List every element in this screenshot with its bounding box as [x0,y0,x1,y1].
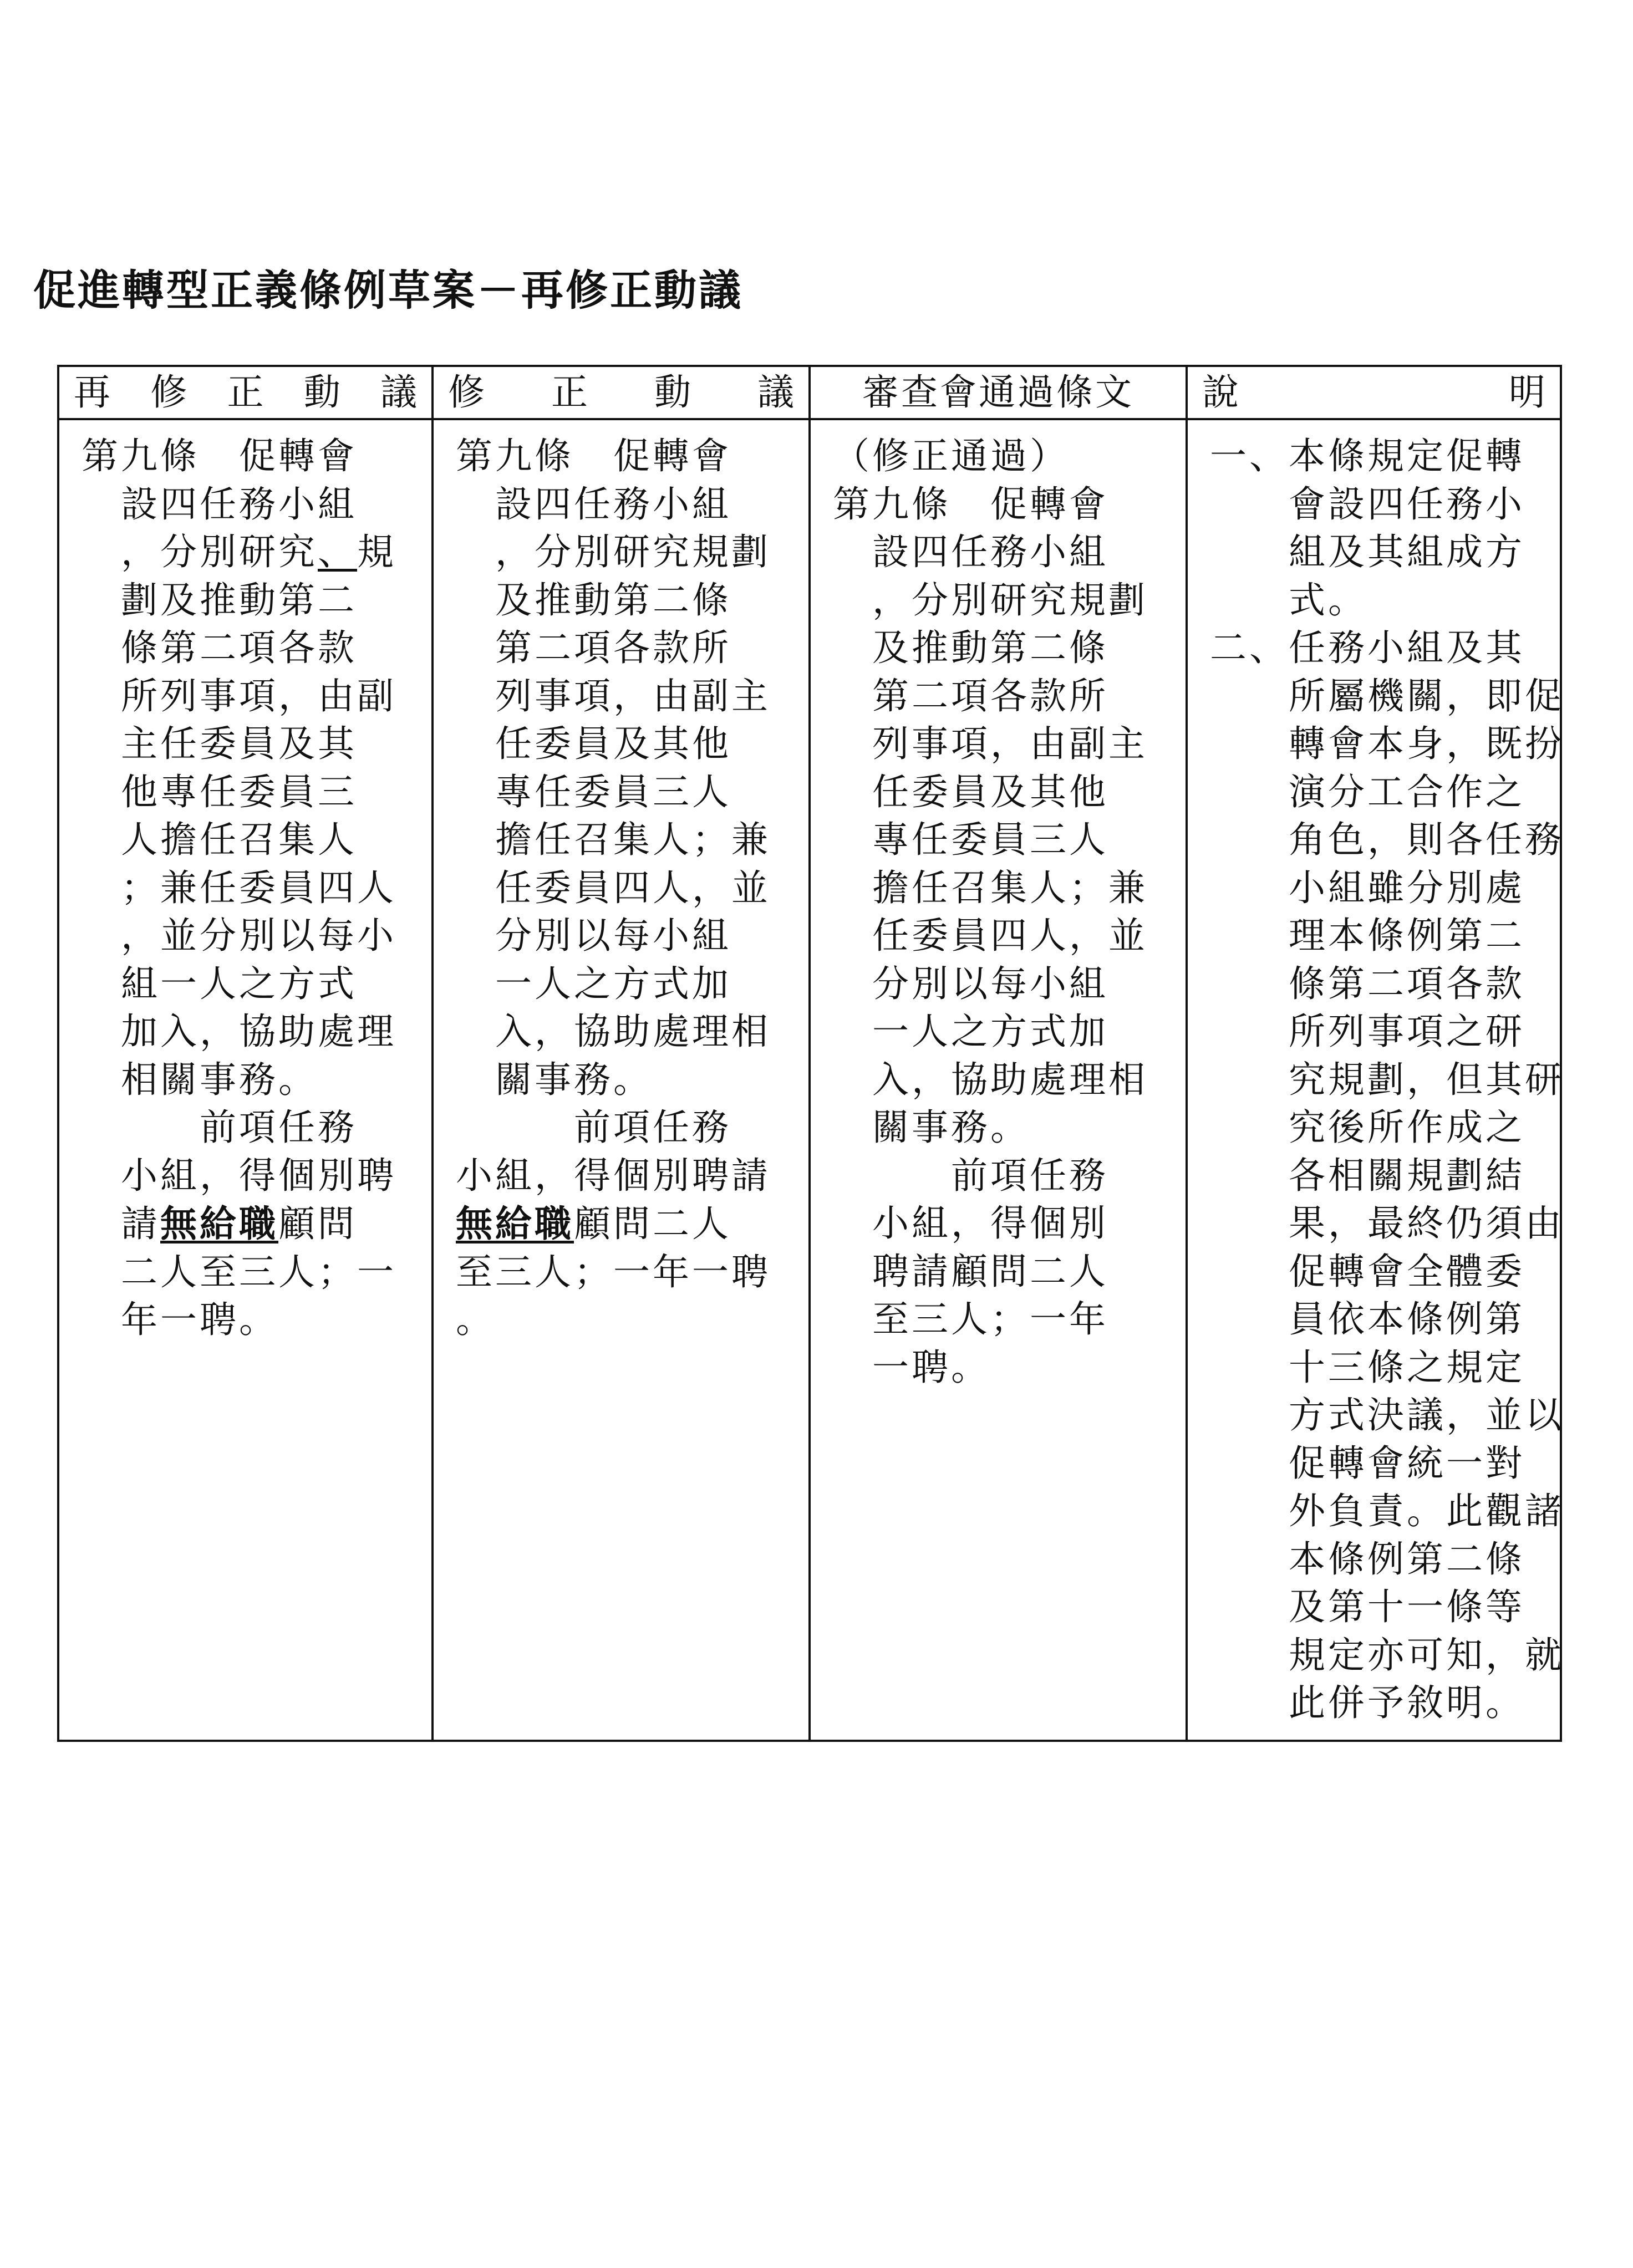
text-line: 任委員及其他 [833,770,1108,813]
text-line: 演分工合作之 [1210,770,1525,813]
cell-revised-motion [58,419,433,1741]
text-line: 前項任務 [456,1106,731,1149]
text-fragment: 顧問 [278,1202,357,1245]
header-char: 議 [757,371,794,414]
text-line: 至三人；一年 [833,1298,1108,1341]
text-line: 人擔任召集人 [82,818,357,861]
text-line [82,528,415,577]
text-line: （修正通過） [833,435,1069,477]
comparison-table [57,365,1562,1742]
cell-committee-text [810,419,1187,1741]
text-line: 一人之方式加 [456,962,731,1005]
text-line: 外負責。此觀諸 [1210,1490,1564,1532]
text-line: 及推動第二條 [833,626,1108,669]
text-line: 前項任務 [82,1106,357,1149]
text-line: 第九條 促轉會 [833,482,1108,526]
text-line: 及推動第二條 [456,578,731,621]
text-line: 設四任務小組 [833,531,1108,573]
text-line: 角色，則各任務 [1210,818,1564,861]
text-line: 本條例第二條 [1210,1537,1525,1581]
header-committee-text [810,366,1187,419]
text-line: 分別以每小組 [456,914,731,957]
header-char: 明 [1509,371,1545,414]
table-body-row [58,419,1561,1741]
text-line: 促轉會全體委 [1210,1250,1525,1293]
header-char: 正 [227,371,264,414]
text-line: 二、任務小組及其 [1210,626,1525,669]
text-line: 入，協助處理相 [833,1058,1148,1101]
emphasized-term: 無給職 [456,1202,574,1245]
text-fragment: ，分別研究 [82,531,318,573]
text-line: 擔任召集人；兼 [833,866,1148,909]
text-line: 式。 [1210,578,1367,621]
header-explanation-label [1202,371,1545,414]
text-line: 劃及推動第二 [82,578,357,621]
text-line: 第二項各款所 [833,674,1108,717]
text-line: 。 [456,1298,495,1341]
text-line: ，分別研究規劃 [833,578,1148,621]
text-line: 一聘。 [833,1345,990,1389]
header-committee-text-label: 審查會通過條文 [862,371,1134,414]
text-line: 促轉會統一對 [1210,1441,1525,1485]
header-char: 修 [448,371,485,414]
text-line: 年一聘。 [82,1298,278,1341]
text-line: 此併予敘明。 [1210,1681,1525,1724]
text-line: 小組，得個別聘請 [456,1154,771,1197]
header-char: 說 [1202,371,1239,414]
text-line: 設四任務小組 [82,482,357,526]
text-line: 果，最終仍須由 [1210,1202,1564,1245]
text-line: 關事務。 [456,1058,653,1101]
cell-explanation [1187,419,1564,1741]
text-line: 會設四任務小 [1210,482,1525,526]
text-line: 小組雖分別處 [1210,866,1525,909]
text-line: 分別以每小組 [833,962,1108,1005]
text-line: 他專任委員三 [82,770,357,813]
text-line: 所列事項之研 [1210,1010,1525,1053]
text-line: 所列事項，由副 [82,674,396,717]
text-line: 第九條 促轉會 [456,435,731,477]
text-line: 二人至三人；一 [82,1250,396,1293]
text-line: 究後所作成之 [1210,1106,1525,1149]
text-line: 組及其組成方 [1210,531,1525,573]
text-line: 各相關規劃結 [1210,1154,1525,1197]
text-line: 設四任務小組 [456,482,731,526]
text-line [82,1200,415,1248]
emphasized-term: 無給職 [160,1202,278,1245]
header-revised-motion [58,366,433,419]
text-line [456,1200,792,1248]
text-line: 第二項各款所 [456,626,731,669]
header-amendment-motion-label [448,371,794,414]
text-line: 至三人；一年一聘 [456,1250,771,1293]
text-line: 員依本條例第 [1210,1298,1525,1341]
text-line: 組一人之方式 [82,962,357,1005]
text-line: 條第二項各款 [82,626,357,669]
header-char: 修 [150,371,187,414]
text-line: 方式決議，並以 [1210,1394,1564,1436]
header-char: 動 [654,371,691,414]
text-line: 擔任召集人；兼 [456,818,771,861]
text-line: 規定亦可知，就 [1210,1633,1564,1676]
text-fragment: 請 [82,1202,160,1245]
header-revised-motion-label [74,371,417,414]
header-char: 再 [74,371,110,414]
text-line: 條第二項各款 [1210,962,1525,1005]
text-line: 第九條 促轉會 [82,435,357,477]
text-line: 聘請顧問二人 [833,1250,1108,1293]
text-line: 所屬機關，即促 [1210,674,1564,717]
text-line: ；兼任委員四人 [82,866,396,909]
text-line: 一人之方式加 [833,1010,1108,1053]
text-line: 列事項，由副主 [456,674,771,717]
text-line: 任委員及其他 [456,722,731,765]
text-line: 小組，得個別 [833,1202,1108,1245]
text-line: 主任委員及其 [82,722,357,765]
text-line: ，分別研究規劃 [456,531,771,573]
marked-punctuation: 、 [318,531,357,573]
text-line: 十三條之規定 [1210,1345,1525,1389]
text-line: 轉會本身，既扮 [1210,722,1564,765]
text-line: ，並分別以每小 [82,914,396,957]
text-line: 加入，協助處理 [82,1010,396,1053]
header-amendment-motion [433,366,810,419]
text-line: 及第十一條等 [1210,1586,1525,1628]
text-fragment: 顧問二人 [574,1202,731,1245]
cell-amendment-motion [433,419,810,1741]
text-line: 入，協助處理相 [456,1010,771,1053]
text-line: 一、本條規定促轉 [1210,435,1525,477]
table-header-row [58,366,1561,419]
header-char: 動 [303,371,340,414]
header-char: 正 [551,371,588,414]
text-line: 究規劃，但其研 [1210,1058,1564,1101]
text-line: 專任委員三人 [833,818,1108,861]
text-line: 專任委員三人 [456,770,731,813]
text-line: 關事務。 [833,1106,1030,1149]
text-line: 理本條例第二 [1210,914,1525,957]
text-line: 小組，得個別聘 [82,1154,396,1197]
text-fragment: 規 [357,531,396,573]
text-line: 相關事務。 [82,1058,318,1101]
text-line: 任委員四人，並 [456,866,771,909]
header-explanation [1187,366,1561,419]
text-line: 列事項，由副主 [833,722,1148,765]
document-title: 促進轉型正義條例草案－再修正動議 [33,266,743,315]
text-line: 任委員四人，並 [833,914,1148,957]
header-char: 議 [380,371,417,414]
text-line: 前項任務 [833,1154,1108,1197]
